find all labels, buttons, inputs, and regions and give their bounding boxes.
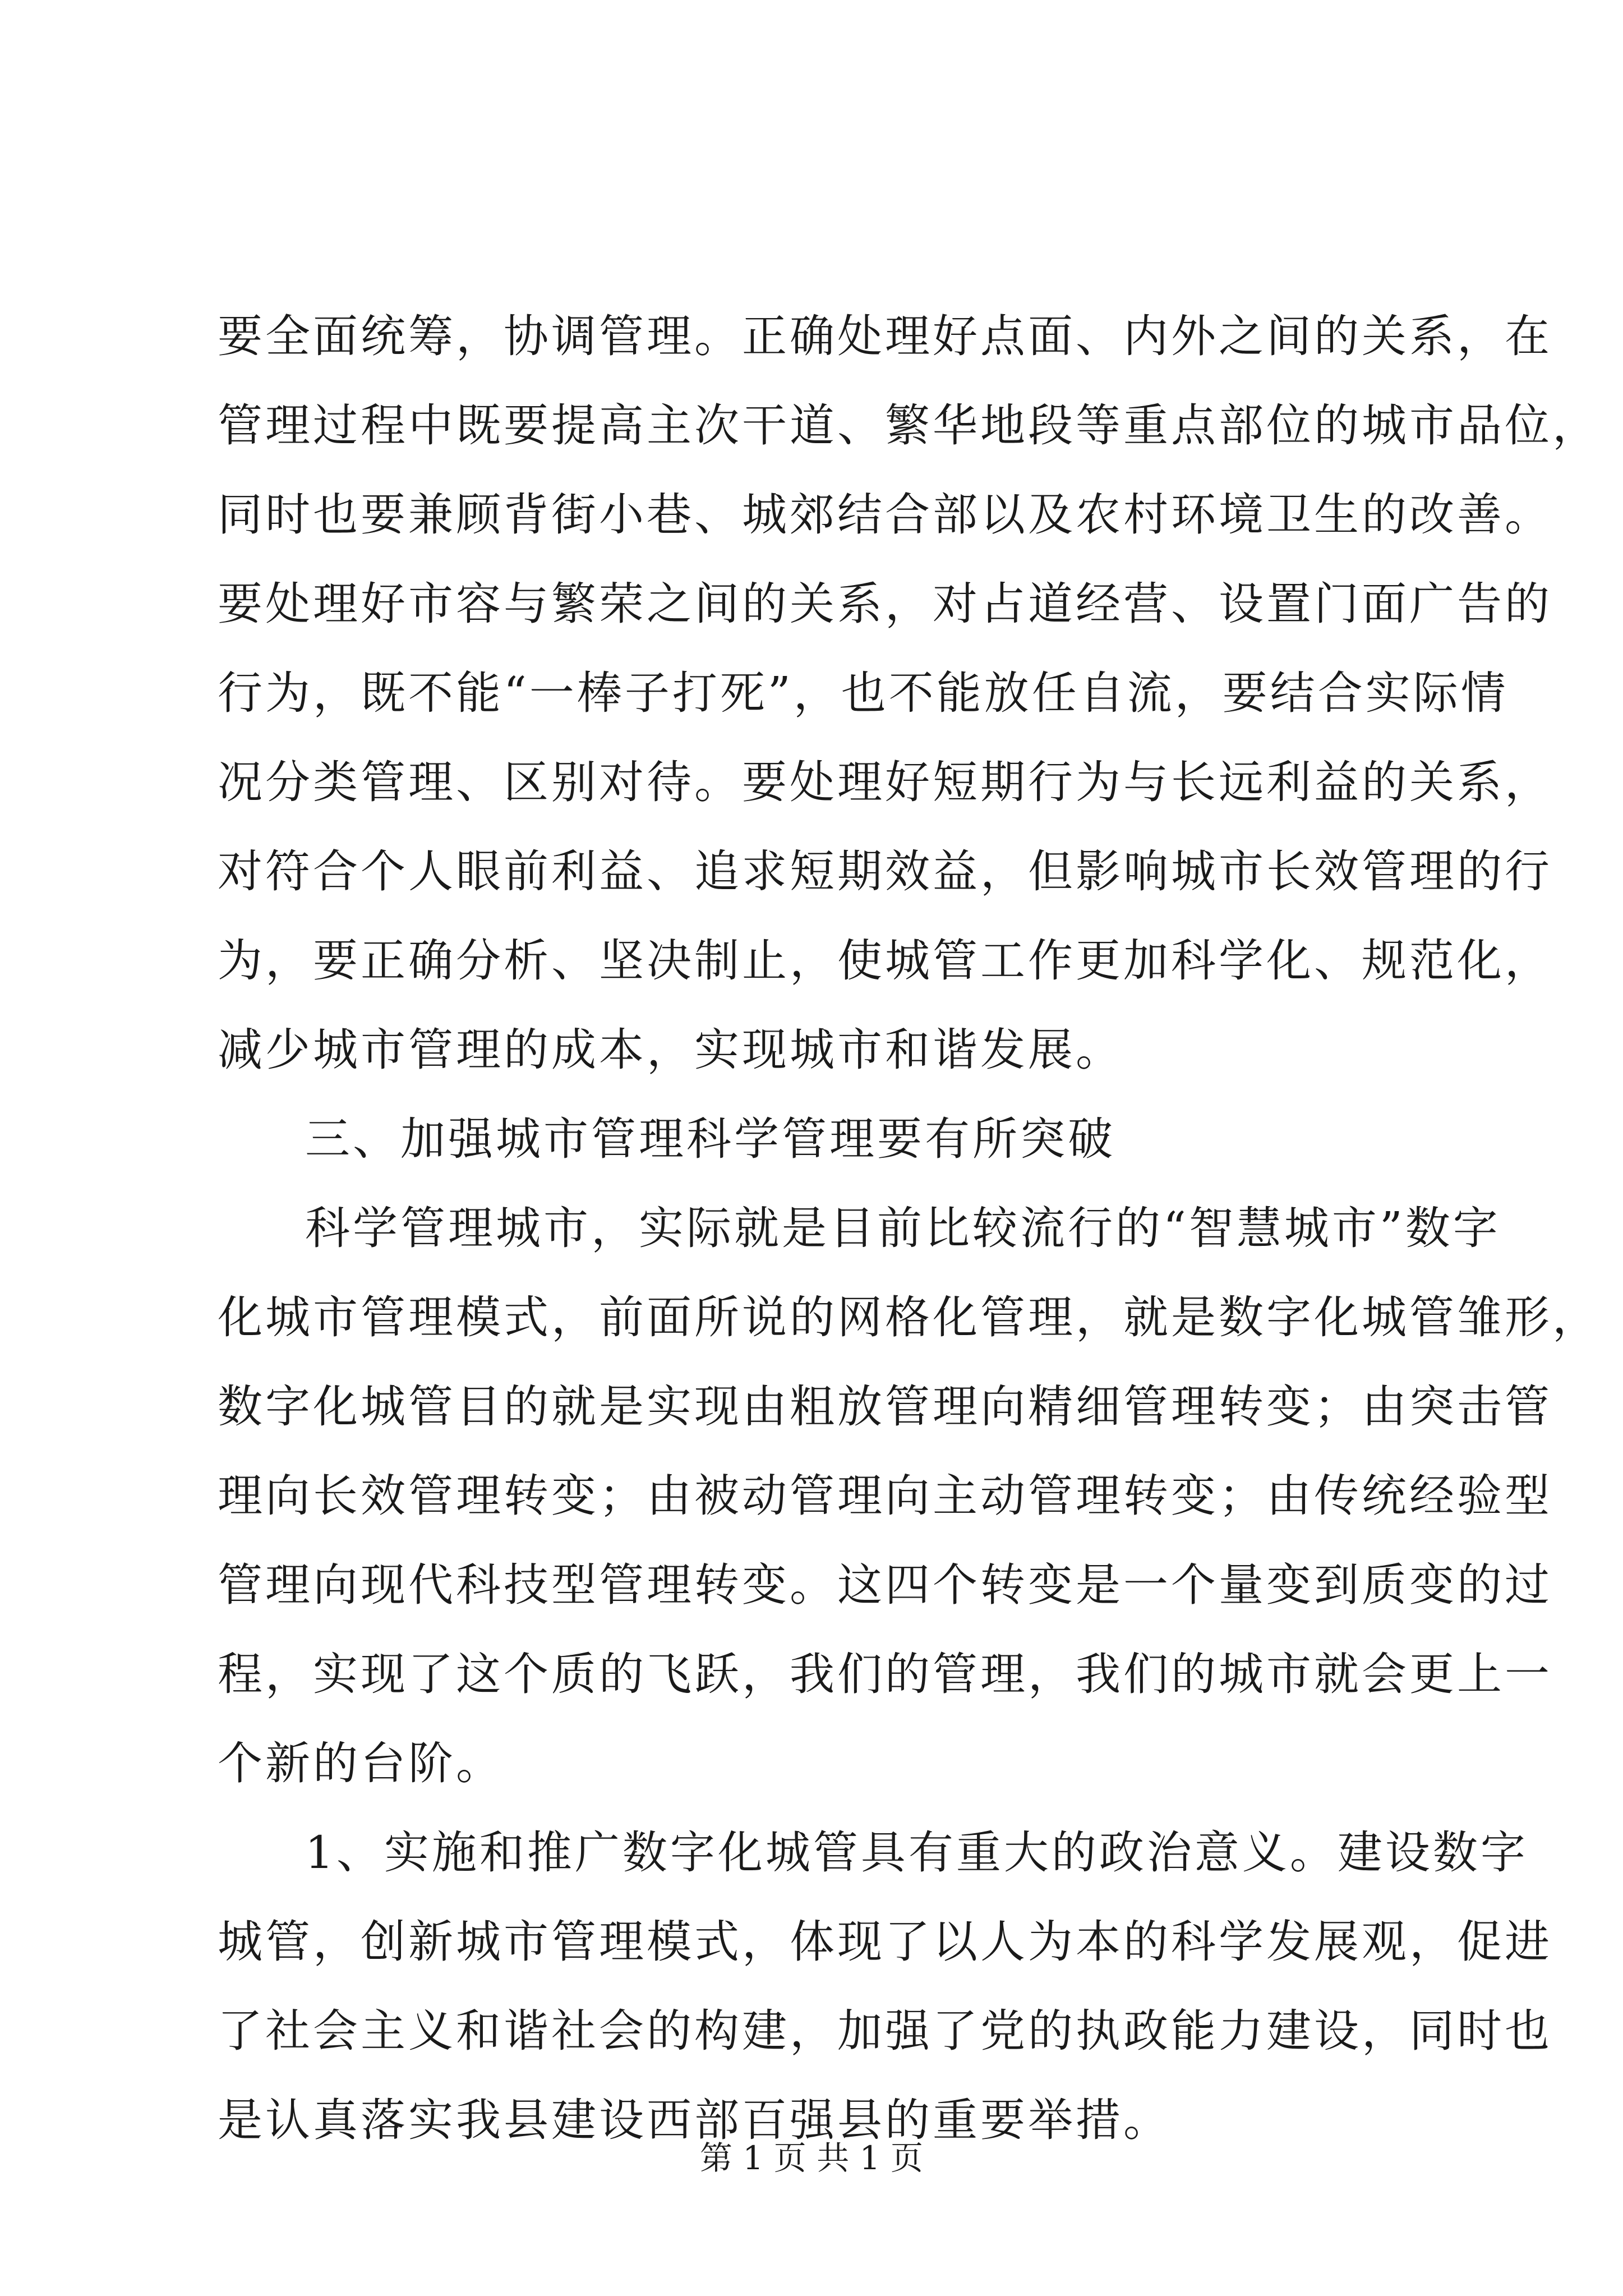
body-text-line: 同时也要兼顾背街小巷、城郊结合部以及农村环境卫生的改善。 [218,489,1552,541]
body-text-line: 为，要正确分析、坚决制止，使城管工作更加科学化、规范化， [218,935,1552,987]
body-text-line: 了社会主义和谐社会的构建，加强了党的执政能力建设，同时也 [218,2005,1552,2057]
body-text-line: 化城市管理模式，前面所说的网格化管理，就是数字化城管雏形， [218,1291,1600,1343]
body-text-line: 管理过程中既要提高主次干道、繁华地段等重点部位的城市品位， [218,399,1600,452]
body-text-line: 程，实现了这个质的飞跃，我们的管理，我们的城市就会更上一 [218,1648,1552,1700]
body-text-line: 对符合个人眼前利益、追求短期效益，但影响城市长效管理的行 [218,845,1552,898]
body-text-line: 理向长效管理转变；由被动管理向主动管理转变；由传统经验型 [218,1470,1552,1522]
body-text-line: 科学管理城市，实际就是目前比较流行的“智慧城市”数字 [305,1202,1501,1254]
page-footer: 第 1 页 共 1 页 [700,2139,923,2177]
body-text-line: 减少城市管理的成本，实现城市和谐发展。 [218,1024,1123,1076]
body-text-line: 管理向现代科技型管理转变。这四个转变是一个量变到质变的过 [218,1559,1552,1611]
body-text-line: 城管，创新城市管理模式，体现了以人为本的科学发展观，促进 [218,1916,1552,1968]
section-heading: 三、加强城市管理科学管理要有所突破 [305,1113,1115,1165]
body-text-line: 1、实施和推广数字化城管具有重大的政治意义。建设数字 [305,1826,1528,1879]
body-text-line: 个新的台阶。 [218,1737,504,1789]
body-text-line: 数字化城管目的就是实现由粗放管理向精细管理转变；由突击管 [218,1381,1552,1433]
body-text-line: 是认真落实我县建设西部百强县的重要举措。 [218,2094,1171,2146]
body-text-line: 要处理好市容与繁荣之间的关系，对占道经营、设置门面广告的 [218,578,1552,630]
body-text-line: 况分类管理、区别对待。要处理好短期行为与长远利益的关系， [218,756,1552,808]
body-text-line: 行为，既不能“一棒子打死”，也不能放任自流，要结合实际情 [218,667,1509,719]
body-text-line: 要全面统筹，协调管理。正确处理好点面、内外之间的关系，在 [218,310,1552,362]
